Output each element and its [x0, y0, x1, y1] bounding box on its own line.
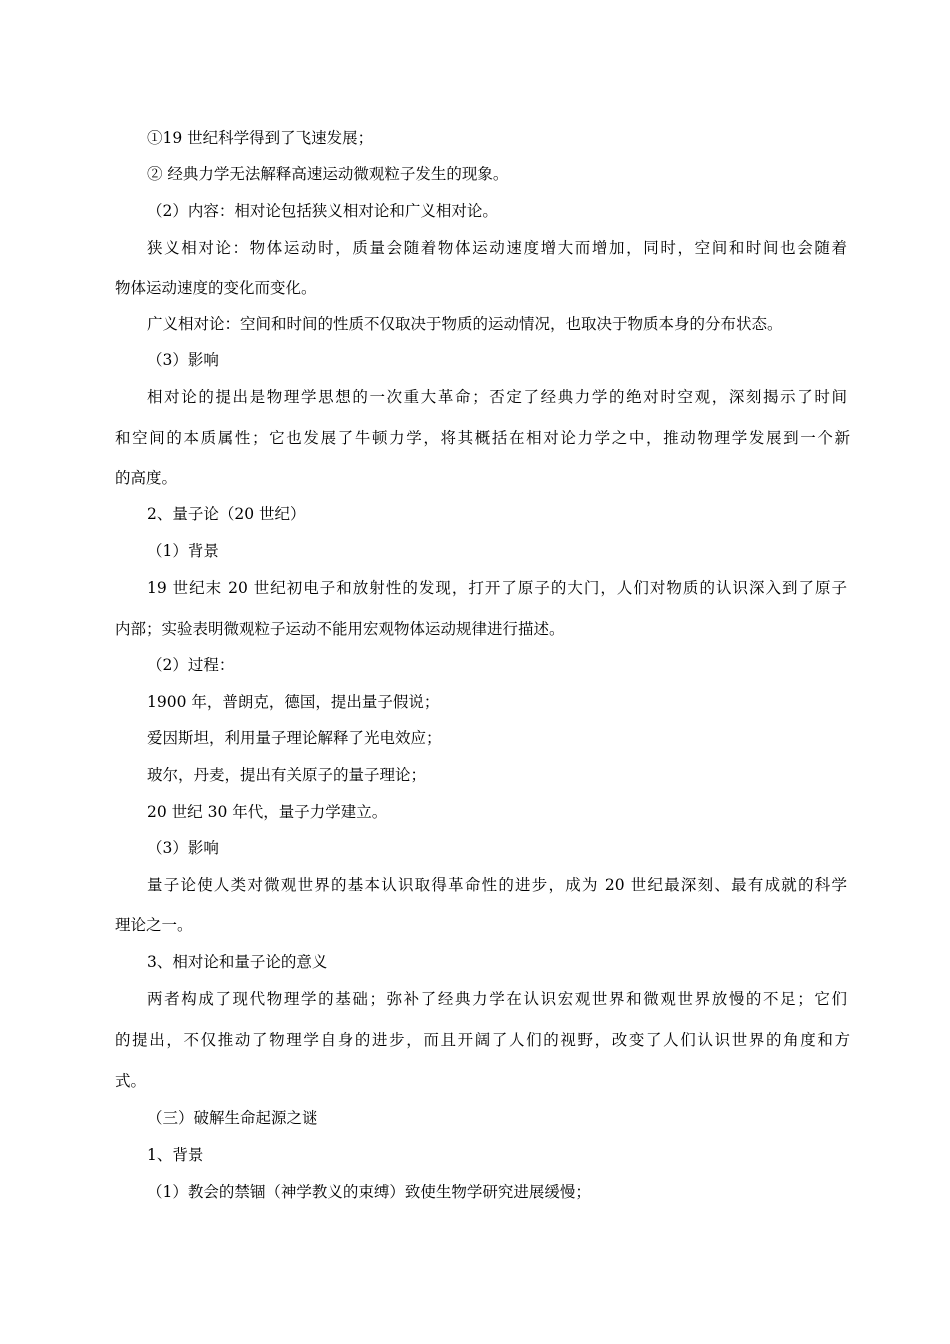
text-line: （1）教会的禁锢（神学教义的束缚）致使生物学研究进展缓慢；: [147, 1183, 591, 1201]
text-line: 狭义相对论：物体运动时，质量会随着物体运动速度增大而增加，同时，空间和时间也会随着: [147, 239, 847, 257]
text-line: （1）背景: [147, 542, 219, 560]
text-line: （2）过程：: [147, 656, 235, 674]
text-line: （2）内容：相对论包括狭义相对论和广义相对论。: [147, 202, 498, 220]
text-line: 相对论的提出是物理学思想的一次重大革命；否定了经典力学的绝对时空观，深刻揭示了时间: [147, 388, 847, 406]
text-line: ② 经典力学无法解释高速运动微观粒子发生的现象。: [147, 165, 509, 183]
text-line: （3）影响: [147, 351, 219, 369]
text-line: （3）影响: [147, 839, 219, 857]
text-line: 玻尔，丹麦，提出有关原子的量子理论；: [147, 766, 427, 784]
text-line: ①19 世纪科学得到了飞速发展；: [147, 129, 374, 147]
section-heading: 2、量子论（20 世纪）: [147, 505, 306, 523]
text-line: 的高度。: [115, 469, 178, 487]
section-heading: 3、相对论和量子论的意义: [147, 953, 328, 971]
text-line: 和空间的本质属性；它也发展了牛顿力学，将其概括在相对论力学之中，推动物理学发展到一个新: [115, 429, 850, 447]
text-line: 的提出，不仅推动了物理学自身的进步，而且开阔了人们的视野，改变了人们认识世界的角度和方: [115, 1031, 850, 1049]
text-line: 理论之一。: [115, 916, 193, 934]
text-line: 量子论使人类对微观世界的基本认识取得革命性的进步，成为 20 世纪最深刻、最有成就的科学: [147, 876, 847, 894]
section-heading: （三）破解生命起源之谜: [147, 1109, 318, 1127]
text-line: 广义相对论：空间和时间的性质不仅取决于物质的运动情况，也取决于物质本身的分布状态。: [147, 315, 783, 333]
text-line: 爱因斯坦，利用量子理论解释了光电效应；: [147, 729, 442, 747]
text-line: 20 世纪 30 年代，量子力学建立。: [147, 803, 388, 821]
text-line: 式。: [115, 1072, 147, 1090]
text-line: 两者构成了现代物理学的基础；弥补了经典力学在认识宏观世界和微观世界放慢的不足；它们: [147, 990, 847, 1008]
text-line: 内部；实验表明微观粒子运动不能用宏观物体运动规律进行描述。: [115, 620, 565, 638]
text-line: 物体运动速度的变化而变化。: [115, 279, 317, 297]
text-line: 1900 年，普朗克，德国，提出量子假说；: [147, 693, 440, 711]
section-heading: 1、背景: [147, 1146, 204, 1164]
text-line: 19 世纪末 20 世纪初电子和放射性的发现，打开了原子的大门，人们对物质的认识深入到了原子: [147, 579, 847, 597]
